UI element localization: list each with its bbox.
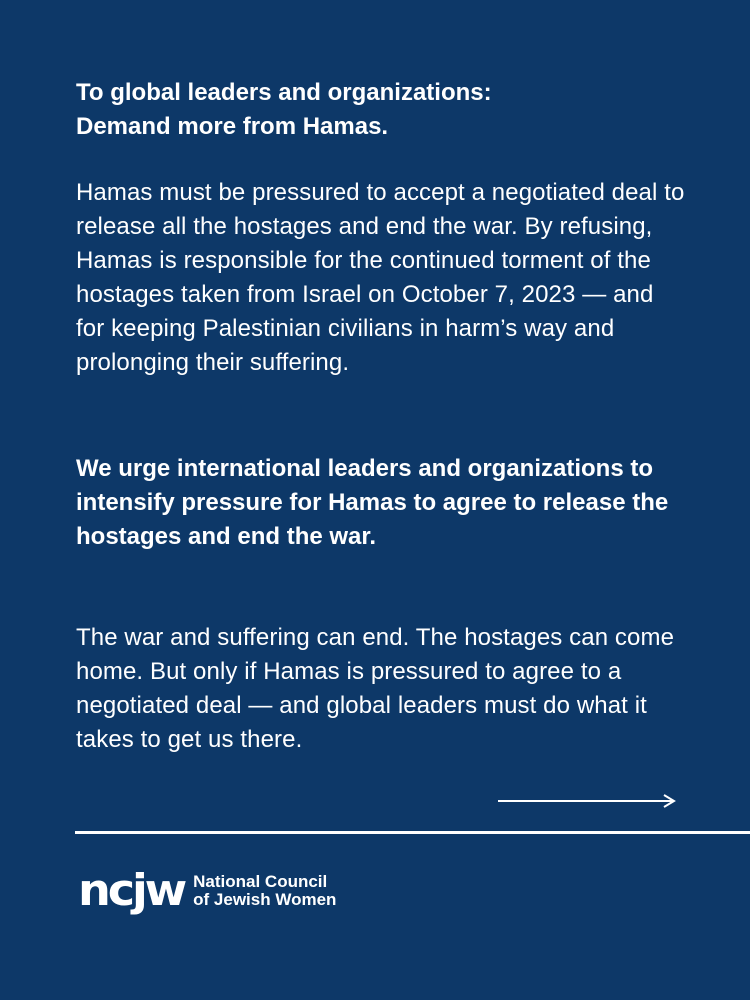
- footer-divider: [75, 831, 750, 834]
- body-paragraph-1: Hamas must be pressured to accept a negotiated deal to release all the hostages and end the war. By refusing, Hamas is responsible for the continued torment of the hostages taken from Israel on October 7, 2023 — and for keeping Palestinian civilians in harm’s way and prolonging their suffering.: [76, 179, 685, 376]
- main-content: [76, 76, 686, 753]
- page-title: [76, 76, 686, 144]
- org-name: [193, 873, 336, 909]
- logo-mark: ncjw: [78, 865, 185, 916]
- body-paragraph-3: The war and suffering can end. The hostages can come home. But only if Hamas is pressured to agree to a negotiated deal — and global leaders must do what it takes to get us there.: [76, 624, 675, 753]
- title-line-2: Demand more from Hamas.: [76, 113, 389, 140]
- arrow-right-icon[interactable]: [498, 793, 676, 809]
- ncjw-logo: [78, 866, 336, 916]
- org-name-line-2: of Jewish Women: [193, 890, 337, 909]
- title-line-1: To global leaders and organizations:: [76, 79, 492, 106]
- org-name-line-1: National Council: [193, 872, 328, 891]
- call-to-action-paragraph: We urge international leaders and organizations to intensify pressure for Hamas to agree to release the hostages and end the war.: [76, 455, 669, 550]
